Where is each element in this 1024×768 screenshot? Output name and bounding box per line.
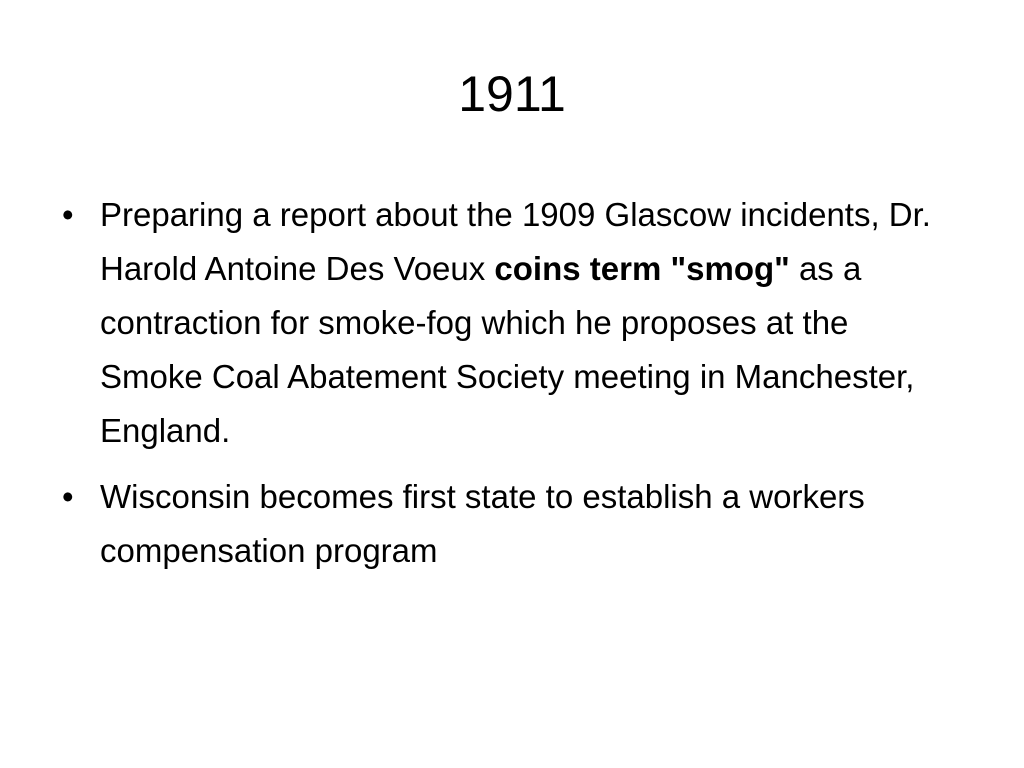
bullet-item-smog (62, 188, 952, 458)
bullet-list (62, 188, 952, 590)
bullet-item-wisconsin (62, 470, 952, 578)
bullet-text-emphasis: coins term "smog" (494, 250, 790, 287)
slide-title: 1911 (458, 66, 566, 122)
bullet-text: Wisconsin becomes first state to establish a workers compensation program (100, 478, 865, 569)
bullet-icon: • (62, 196, 74, 233)
bullet-text-intro: Preparing a report about the 1909 Glascow incidents, Dr. Harold Antoine Des Voeux (100, 196, 931, 287)
bullet-icon: • (62, 478, 74, 515)
bullet-text-rest: as a contraction for smoke-fog which he proposes at the Smoke Coal Abatement Society meeting in Manchester, England. (100, 250, 915, 449)
